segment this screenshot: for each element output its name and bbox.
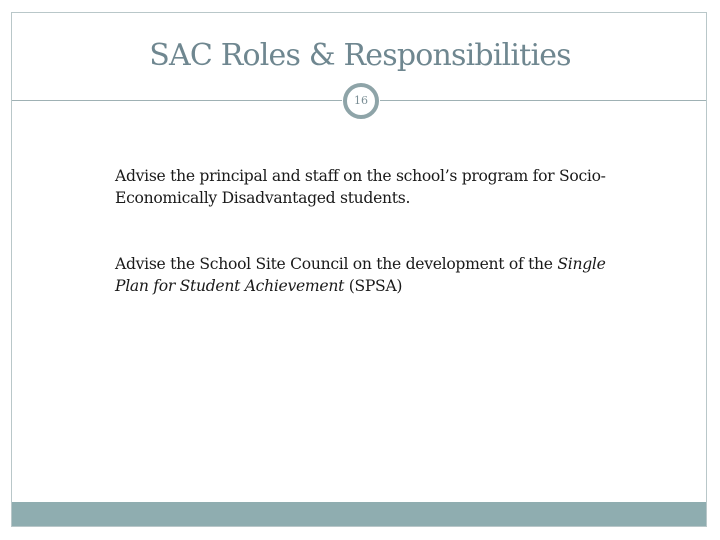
paragraph-advise-ssc-tail: (SPSA) bbox=[344, 277, 403, 295]
footer-bar bbox=[12, 502, 706, 526]
paragraph-advise-ssc bbox=[115, 253, 635, 297]
paragraph-advise-ssc-lead: Advise the School Site Council on the development of the bbox=[115, 255, 558, 273]
paragraph-advise-principal-text: Advise the principal and staff on the school’s program for Socio-Economically Disadvantaged students. bbox=[115, 167, 606, 207]
slide-title: SAC Roles & Responsibilities bbox=[149, 38, 571, 73]
page-number-badge: 16 bbox=[343, 83, 379, 119]
title-divider-right bbox=[380, 100, 706, 101]
title-divider-left bbox=[12, 100, 342, 101]
slide-body bbox=[115, 165, 635, 297]
paragraph-advise-principal bbox=[115, 165, 635, 209]
spsa-plan-title: Single Plan for Student Achievement bbox=[115, 255, 606, 295]
